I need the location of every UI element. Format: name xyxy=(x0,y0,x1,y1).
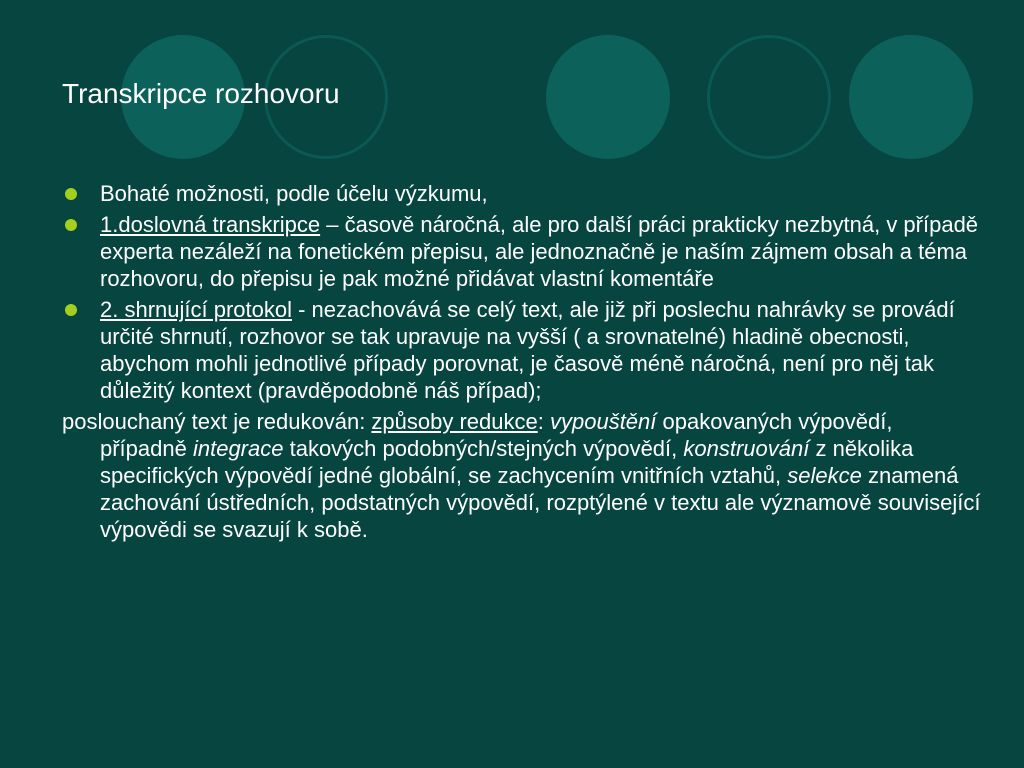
bullet-text: Bohaté možnosti, podle účelu výzkumu, xyxy=(100,181,488,206)
slide-content xyxy=(62,180,982,543)
bullet-item-3 xyxy=(62,296,982,404)
reduction-paragraph xyxy=(62,408,982,543)
paragraph-term-omission: vypouštění xyxy=(549,409,657,434)
paragraph-text: znamená zachování ústředních, podstatných výpovědí, rozptýlené v textu ale významově související výpovědi se svazují k sobě. xyxy=(100,463,981,542)
slide-title: Transkripce rozhovoru xyxy=(62,78,340,109)
paragraph-term-integration: integrace xyxy=(192,436,284,461)
decor-circle-outline-2 xyxy=(707,35,831,159)
bullet-text: - nezachovává se celý text, ale již při poslechu nahrávky se provádí určité shrnutí, rozhovor se tak upravuje na vyšší ( a srovnatelné) hladině obecnosti, abychom mohli jednotlivé případy porovnat, je časově méně náročná, není pro něj tak důležitý kontext (pravděpodobně náš případ); xyxy=(100,297,955,403)
paragraph-text: opakovaných výpovědí, případně xyxy=(100,409,893,461)
paragraph-term-construction: konstruování xyxy=(683,436,810,461)
bullet-term: 2. shrnující protokol xyxy=(100,297,292,322)
paragraph-text: takových podobných/stejných výpovědí, xyxy=(283,436,684,461)
bullet-dot-icon xyxy=(65,188,77,200)
bullet-text: – časově náročná, ale pro další práci prakticky nezbytná, v případě experta nezáleží na fonetickém přepisu, ale jednoznačně je naším zájmem obsah a téma rozhovoru, do přepisu je pak možné přidávat vlastní komentáře xyxy=(100,212,979,291)
paragraph-text: poslouchaný text je redukován: xyxy=(62,409,372,434)
bullet-term: 1.doslovná transkripce xyxy=(100,212,321,237)
paragraph-text: z několika specifických výpovědí jedné globální, se zachycením vnitřních vztahů, xyxy=(100,436,914,488)
bullet-item-1 xyxy=(62,180,982,207)
bullet-dot-icon xyxy=(65,304,77,316)
paragraph-term-selection: selekce xyxy=(787,463,862,488)
decor-circle-filled-2 xyxy=(546,35,670,159)
decor-circle-filled-3 xyxy=(849,35,973,159)
bullet-dot-icon xyxy=(65,219,77,231)
paragraph-term-reduction: způsoby redukce xyxy=(371,409,538,434)
bullet-item-2 xyxy=(62,211,982,292)
paragraph-text: : xyxy=(537,409,550,434)
